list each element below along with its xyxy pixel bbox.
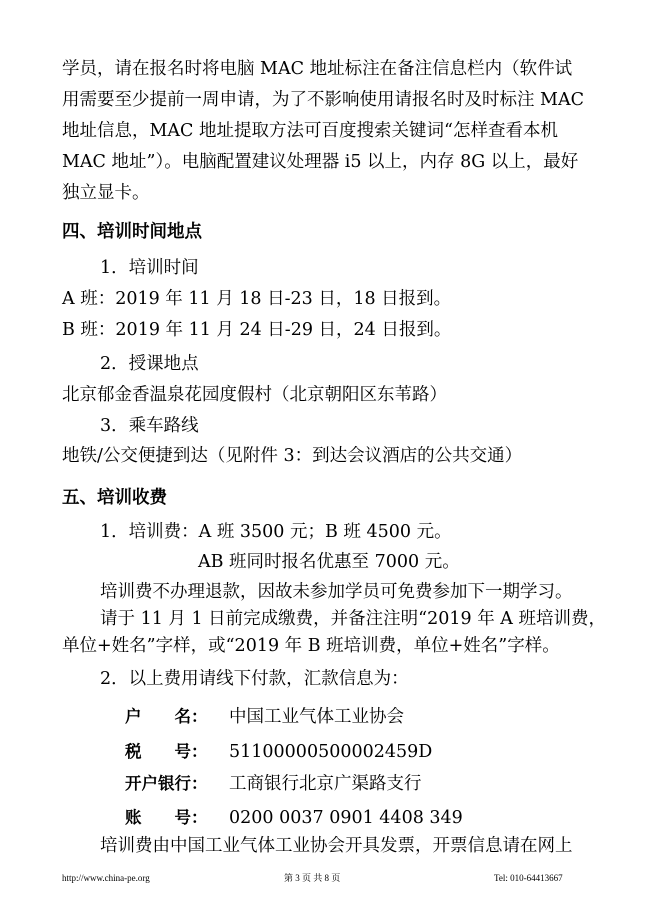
transport-text: 地铁/公交便捷到达（见附件 3：到达会议酒店的公共交通） — [62, 446, 523, 466]
body-line: 独立显卡。 — [62, 183, 150, 203]
invoice-text: 培训费由中国工业气体工业协会开具发票，开票信息请在网上 — [100, 836, 573, 856]
item-training-time: 1．培训时间 — [100, 258, 199, 278]
body-line: 地址信息，MAC 地址提取方法可百度搜索关键词“怎样查看本机 — [62, 121, 558, 141]
deadline-text-cont: 单位+姓名”字样，或“2019 年 B 班培训费，单位+姓名”字样。 — [62, 636, 560, 656]
item-venue: 2．授课地点 — [100, 354, 199, 374]
account-value: 0200 0037 0901 4408 349 — [229, 808, 463, 828]
tax-id-value: 51100000500002459D — [229, 742, 433, 762]
fee-text: 1．培训费：A 班 3500 元；B 班 4500 元。 — [100, 522, 452, 542]
no-refund-text: 培训费不办理退款，因故未参加学员可免费参加下一期学习。 — [100, 582, 573, 602]
deadline-text: 请于 11 月 1 日前完成缴费，并备注注明“2019 年 A 班培训费， — [100, 609, 606, 629]
footer-website: http://www.china-pe.org — [62, 873, 150, 883]
account-label: 账 号： — [125, 808, 208, 827]
section-heading-time-venue: 四、培训时间地点 — [62, 222, 202, 242]
section-heading-fees: 五、培训收费 — [62, 488, 167, 508]
body-line: 学员，请在报名时将电脑 MAC 地址标注在备注信息栏内（软件试 — [62, 59, 573, 79]
class-b-schedule: B 班：2019 年 11 月 24 日-29 日，24 日报到。 — [62, 320, 452, 340]
item-transport: 3．乘车路线 — [100, 416, 199, 436]
footer-tel: Tel: 010-64413667 — [494, 873, 563, 883]
class-a-schedule: A 班：2019 年 11 月 18 日-23 日，18 日报到。 — [62, 289, 452, 309]
payee-value: 中国工业气体工业协会 — [229, 707, 404, 727]
discount-text: AB 班同时报名优惠至 7000 元。 — [198, 552, 460, 572]
payment-intro: 2．以上费用请线下付款，汇款信息为： — [100, 669, 409, 689]
payee-label: 户 名： — [125, 707, 208, 726]
tax-id-label: 税 号： — [125, 742, 208, 761]
bank-value: 工商银行北京广渠路支行 — [229, 774, 422, 794]
footer-page-number: 第 3 页 共 8 页 — [284, 873, 341, 883]
body-line: MAC 地址”）。电脑配置建议处理器 i5 以上，内存 8G 以上，最好 — [62, 152, 579, 172]
venue-text: 北京郁金香温泉花园度假村（北京朝阳区东苇路） — [62, 385, 447, 405]
bank-label: 开户银行： — [125, 774, 208, 793]
body-line: 用需要至少提前一周申请，为了不影响使用请报名时及时标注 MAC — [62, 90, 585, 110]
